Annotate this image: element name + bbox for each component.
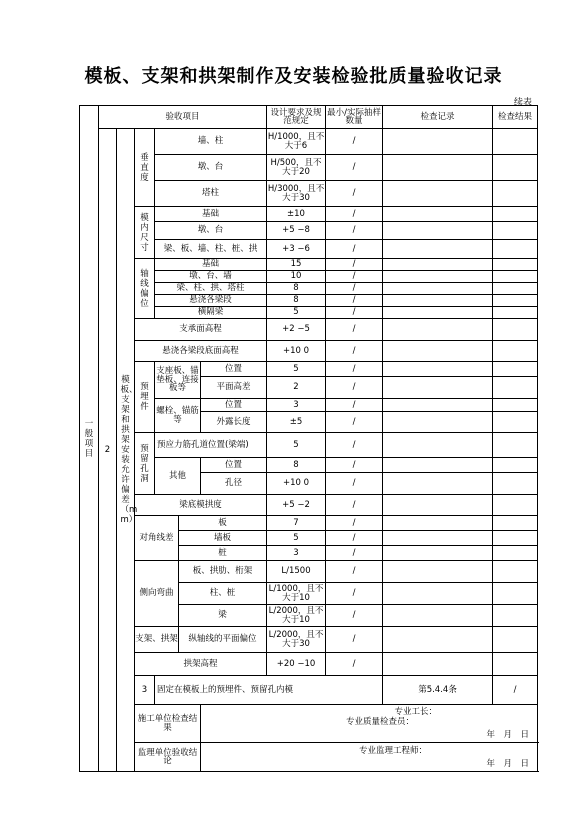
header-item: 验收项目 [99,106,267,129]
row-spec: 7 [267,516,326,531]
row-name: 固定在模板上的预埋件、预留孔内模 [155,676,383,705]
row-sample: / [326,307,383,319]
record-cell[interactable] [383,377,493,399]
row-spec: +3 −6 [267,240,326,259]
row-spec: +10 0 [267,473,326,495]
record-cell[interactable] [383,319,493,341]
record-cell[interactable] [383,495,493,516]
result-cell[interactable] [493,605,538,627]
axis-offset-label: 轴线偏位 [135,259,155,319]
result-cell[interactable] [493,222,538,240]
table-row [80,341,538,362]
row-name: 位置 [201,458,267,473]
row-spec: 5 [267,433,326,458]
row-spec: +10 0 [267,341,326,362]
row-spec: +5 −2 [267,495,326,516]
table-row [80,561,538,583]
row-name: 墙、柱 [155,129,267,155]
result-cell[interactable] [493,341,538,362]
reserved-label: 预留孔洞 [135,433,155,495]
embedded-plate: 支座板、锚垫板、连接板等 [155,362,201,399]
diagonal-label: 对角线差 [135,516,179,561]
header-row [80,106,538,129]
record-cell[interactable] [383,240,493,259]
record-cell[interactable] [383,341,493,362]
row-sample: / [326,433,383,458]
row-name: 梁、柱、拱、塔柱 [155,283,267,295]
row-spec: L/1500 [267,561,326,583]
row-spec: +2 −5 [267,319,326,341]
row-name: 梁、板、墙、柱、桩、拱 [155,240,267,259]
result-cell[interactable] [493,627,538,653]
result-cell[interactable] [493,495,538,516]
result-cell[interactable] [493,259,538,271]
contractor-label: 施工单位检查结果 [135,705,201,743]
result-cell[interactable] [493,516,538,531]
record-cell[interactable] [383,259,493,271]
result-cell[interactable] [493,271,538,283]
row-spec: ±5 [267,412,326,433]
row-sample: / [326,295,383,307]
row-sample: / [326,653,383,676]
row-name: 孔径 [201,473,267,495]
record-cell[interactable] [383,458,493,473]
inspection-table [79,105,538,772]
row-sample: / [326,546,383,561]
result-cell[interactable] [493,546,538,561]
reserved-other: 其他 [155,458,201,495]
result-cell[interactable] [493,377,538,399]
row-sample: / [326,271,383,283]
supervisor-signature[interactable] [201,743,538,772]
result-cell[interactable] [493,399,538,412]
record-cell[interactable] [383,222,493,240]
row-sample: / [326,531,383,546]
result-cell[interactable] [493,362,538,377]
row-name: 墙板 [179,531,267,546]
item3-number: 3 [135,676,155,705]
row-sample: / [326,207,383,222]
table-row [80,259,538,271]
record-cell[interactable] [383,627,493,653]
table-row [80,362,538,377]
row-spec: L/1000，且不大于10 [267,583,326,605]
embedded-label: 预埋件 [135,362,155,433]
result-cell[interactable] [493,181,538,207]
row-spec: H/500，且不大于20 [267,155,326,181]
contractor-signature[interactable] [201,705,538,743]
engineer-label: 专业监理工程师： [359,746,428,756]
record-cell[interactable] [383,605,493,627]
row-name: 位置 [201,362,267,377]
row-sample: / [326,605,383,627]
row-sample: / [326,473,383,495]
row-spec: H/3000，且不大于30 [267,181,326,207]
row-spec: 5 [267,531,326,546]
date-label: 年 月 日 [486,730,530,740]
record-cell[interactable] [383,271,493,283]
record-cell[interactable] [383,433,493,458]
row-spec: +5 −8 [267,222,326,240]
row-name: 悬浇各梁段底面高程 [135,341,267,362]
supervisor-row [80,743,538,772]
row-sample: / [326,362,383,377]
row-spec: 3 [267,546,326,561]
continued-label: 续表 [514,98,533,108]
lateral-label: 侧向弯曲 [135,561,179,627]
record-cell[interactable] [383,362,493,377]
result-cell[interactable] [493,319,538,341]
verticality-label: 垂直度 [135,129,155,207]
record-cell[interactable] [383,129,493,155]
row-sample: / [326,129,383,155]
row-sample: / [326,377,383,399]
table-row [80,516,538,531]
record-cell[interactable] [383,583,493,605]
record-cell[interactable] [383,546,493,561]
foreman-label: 专业工长： [394,707,438,717]
row-name: 桩 [179,546,267,561]
row-name: 外露长度 [201,412,267,433]
row-name: 板 [179,516,267,531]
inner-size-label: 模内尺寸 [135,207,155,259]
record-cell[interactable] [383,295,493,307]
result-cell[interactable] [493,129,538,155]
result-cell[interactable] [493,307,538,319]
table-row [80,627,538,653]
record-cell[interactable] [383,155,493,181]
row-sample: / [326,283,383,295]
row-sample: / [326,561,383,583]
row-name: 纵轴线的平面偏位 [179,627,267,653]
row-name: 墩、台、墙 [155,271,267,283]
row-spec: 10 [267,271,326,283]
result-cell[interactable] [493,412,538,433]
row-name: 支承面高程 [135,319,267,341]
row-sample: / [326,240,383,259]
row-name: 墩、台 [155,155,267,181]
row-sample: / [326,399,383,412]
result-cell[interactable] [493,283,538,295]
row-spec: 8 [267,283,326,295]
row-name: 墩、台 [155,222,267,240]
row-sample: / [326,181,383,207]
row-name: 柱、桩 [179,583,267,605]
record-cell[interactable] [383,307,493,319]
row-sample: / [326,222,383,240]
result-cell[interactable] [493,653,538,676]
header-design: 设计要求及规范规定 [267,106,326,129]
row-spec: 5 [267,307,326,319]
contractor-row [80,705,538,743]
row-name: 悬浇各梁段 [155,295,267,307]
table-row [80,676,538,705]
record-cell[interactable] [383,283,493,295]
row-sample: / [326,583,383,605]
result-cell[interactable] [493,561,538,583]
header-result: 检查结果 [493,106,538,129]
row-spec: 5 [267,362,326,377]
embedded-bolt: 螺栓、锚筋等 [155,399,201,433]
result-cell[interactable] [493,433,538,458]
row-spec: 第5.4.4条 [383,676,493,705]
row-name: 预应力筋孔道位置(梁端) [155,433,267,458]
general-items-label: 一般项目 [80,106,99,772]
table-row [80,129,538,155]
date-label: 年 月 日 [486,759,530,769]
row-spec: L/2000，且不大于10 [267,605,326,627]
result-cell[interactable] [493,458,538,473]
result-cell[interactable] [493,473,538,495]
record-cell[interactable] [383,473,493,495]
row-sample: / [326,341,383,362]
table-row [80,319,538,341]
row-name: 基础 [155,259,267,271]
result-cell[interactable] [493,531,538,546]
record-cell[interactable] [383,207,493,222]
row-sample: / [326,259,383,271]
record-cell[interactable] [383,181,493,207]
row-name: 平面高差 [201,377,267,399]
support-label: 支架、拱架 [135,627,179,653]
row-name: 拱架高程 [135,653,267,676]
row-sample: / [326,516,383,531]
record-cell[interactable] [383,516,493,531]
result-cell[interactable] [493,207,538,222]
item2-label: 模板、支架和拱架安装允许偏差（mm） [117,129,135,772]
row-sample: / [326,412,383,433]
row-sample: / [326,627,383,653]
row-spec: H/1000，且不大于6 [267,129,326,155]
row-name: 板、拱肋、桁架 [179,561,267,583]
row-name: 塔柱 [155,181,267,207]
row-sample: / [326,155,383,181]
header-record: 检查记录 [383,106,493,129]
result-cell[interactable] [493,295,538,307]
record-cell[interactable] [383,653,493,676]
row-spec: L/2000，且不大于30 [267,627,326,653]
row-spec: +20 −10 [267,653,326,676]
header-sample: 最小/实际抽样数量 [326,106,383,129]
result-cell[interactable] [493,240,538,259]
row-name: 梁底模拱度 [135,495,267,516]
record-cell[interactable] [383,561,493,583]
row-spec: 3 [267,399,326,412]
row-name: 梁 [179,605,267,627]
row-spec: ±10 [267,207,326,222]
table-row [80,653,538,676]
result-cell[interactable] [493,583,538,605]
row-sample: / [326,495,383,516]
row-sample: / [326,458,383,473]
table-row [80,495,538,516]
row-sample: / [493,676,538,705]
row-spec: 15 [267,259,326,271]
table-row [80,433,538,458]
item2-number: 2 [99,129,117,772]
record-cell[interactable] [383,399,493,412]
row-name: 基础 [155,207,267,222]
page-title: 模板、支架和拱架制作及安装检验批质量验收记录 [84,66,503,87]
row-name: 位置 [201,399,267,412]
row-name: 横隔梁 [155,307,267,319]
row-spec: 8 [267,458,326,473]
record-cell[interactable] [383,412,493,433]
result-cell[interactable] [493,155,538,181]
table-row [80,207,538,222]
row-spec: 8 [267,295,326,307]
record-cell[interactable] [383,531,493,546]
supervisor-label: 监理单位验收结论 [135,743,201,772]
row-spec: 2 [267,377,326,399]
row-sample: / [326,319,383,341]
inspector-label: 专业质量检查员： [346,717,415,727]
